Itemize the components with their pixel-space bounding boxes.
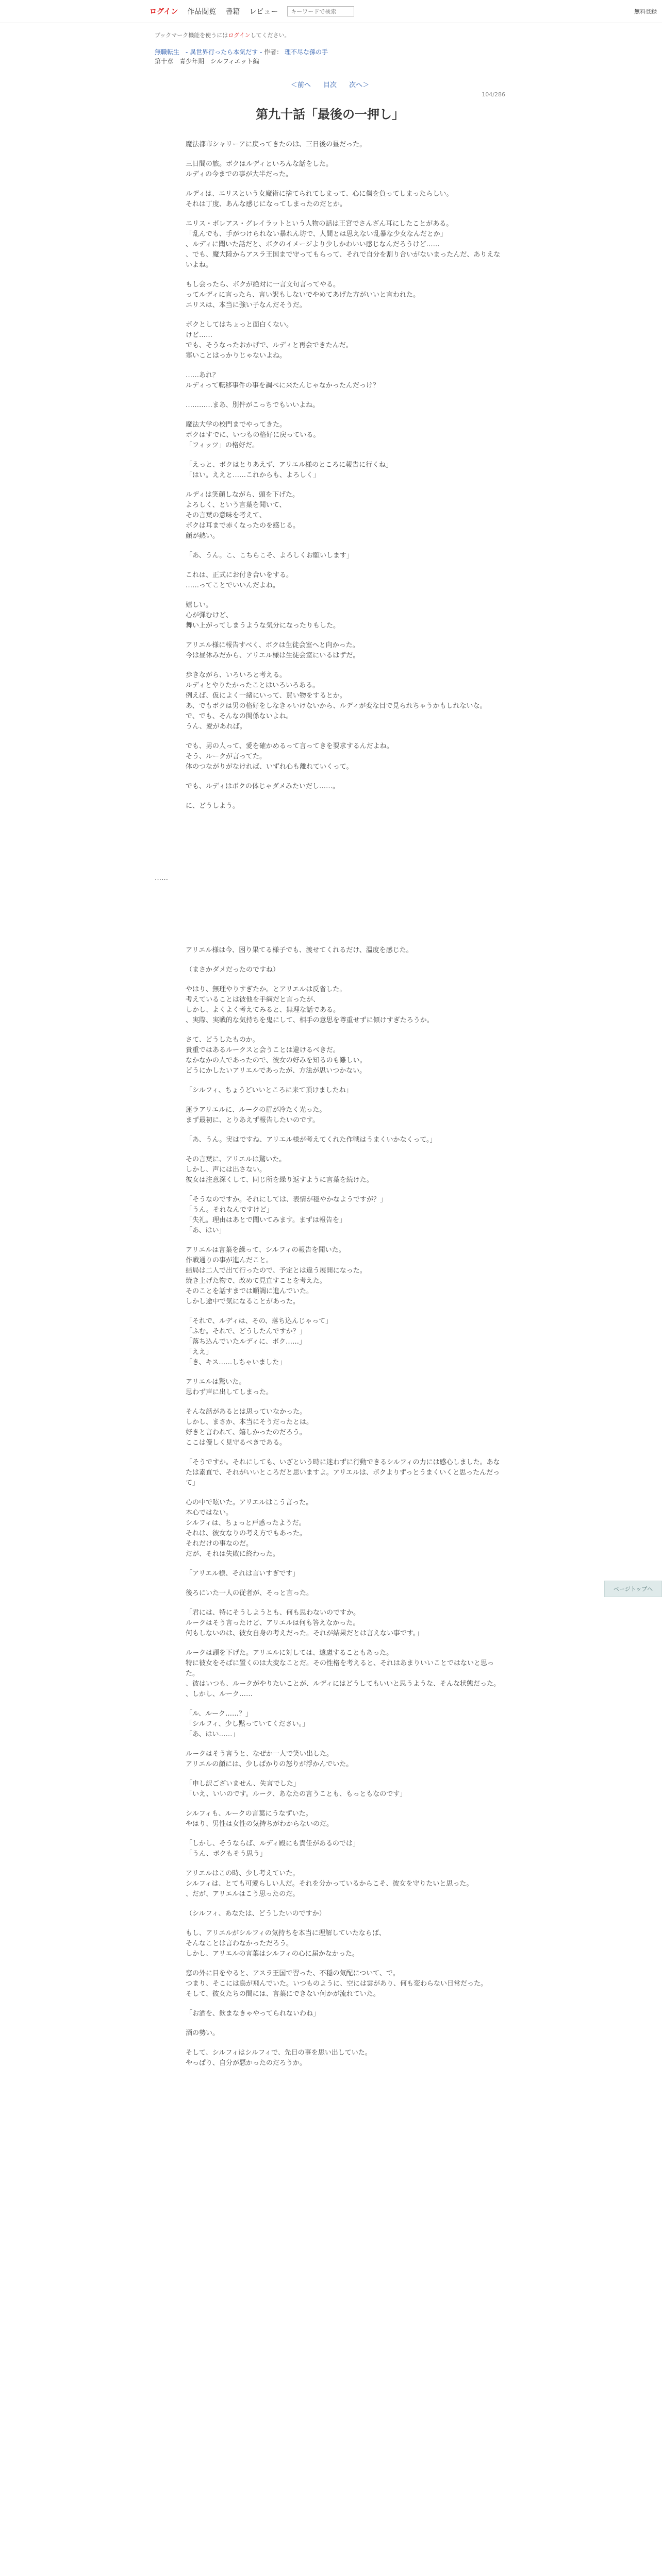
body-paragraph: ルディは、エリスという女魔術に捨てられてしまって、心に傷を負ってしまったらしい。 それは丁度、あんな感じになってしまったのだとか。 [186, 190, 453, 208]
body-paragraph: シルフィも、ルークの言葉にうなずいた。 やはり、男性は女性の気持ちがわからないのだ。 [186, 1810, 334, 1828]
body-paragraph: 「お酒を、飲まなきゃやってられないわね」 [186, 2010, 320, 2018]
chapter-title: 第九十話「最後の一押し」 [256, 107, 404, 122]
prev-chapter-link[interactable]: ＜前へ [290, 81, 311, 89]
body-paragraph: 「それで、ルディは、その、落ち込んじゃって」 「ふむ。それで、どうしたんですか？」 「落ち込んでいたルディに、ボク……」 「ええ」 「き、キス……しちゃいました」 [186, 1317, 333, 1366]
body-paragraph: アリエルは驚いた。 思わず声に出してしまった。 [186, 1378, 273, 1396]
notice-suffix: してください。 [250, 32, 290, 39]
body-paragraph: 後ろにいた一人の従者が、そっと言った。 [186, 1589, 313, 1597]
body-paragraph: ルークはそう言うと、なぜか一人で笑い出した。 アリエルの顔には、少しばかりの怒りが浮かんでいた。 [186, 1750, 353, 1768]
body-paragraph: 心の中で呟いた。アリエルはこう言った。 本心ではない。 シルフィは、ちょっと戸惑ったようだ。 それは、彼女なりの考え方でもあった。 それだけの事なのだ。 だが、それは失敗に終わった。 [186, 1499, 313, 1558]
chapter-body [155, 140, 505, 2069]
body-paragraph: 酒の勢い。 [186, 2029, 220, 2037]
body-paragraph: そして、シルフィはシルフィで、先日の事を思い出していた。 やっぱり、自分が悪かったのだろうか。 [186, 2049, 372, 2067]
body-paragraph: 歩きながら、いろいろと考える。 ルディとやりたかったことはいろいろある。 例えば、仮によく一緒にいって、買い物をするとか。 あ、でもボクは男の格好をしなきゃいけないから、ルディが変な目で見られちゃうかもしれないな。 で、でも、そんなの関係ないよね。 うん、愛があれば。 [186, 671, 487, 731]
bookmark-notice [155, 31, 505, 39]
nav-reviews[interactable]: レビュー [249, 8, 278, 16]
body-paragraph: アリエル様に報告すべく、ボクは生徒会室へと向かった。 今は昼休みだから、アリエル様は生徒会室にいるはずだ。 [186, 641, 360, 659]
notice-prefix: ブックマーク機能を使うには [155, 32, 228, 39]
login-link[interactable]: ログイン [150, 8, 178, 16]
body-paragraph: やはり、無理やりすぎたか。とアリエルは反省した。 考えていることは彼他を手綱だと言ったが、 しかし、よくよく考えてみると、無理な話である。 、実際、実戦的な気持ちを鬼にして、相手の意思を尊重せずに傾けすぎたろうか。 [186, 986, 434, 1024]
body-paragraph: 嬉しい。 心が弾むけど、 舞い上がってしまうような気分になったりもした。 [186, 601, 340, 630]
body-paragraph: 「しかし、そうならば、ルディ殿にも責任があるのでは」 「うん、ボクもそう思う」 [186, 1840, 359, 1858]
body-paragraph: これは、正式にお付き合いをする。 ……ってことでいいんだよね。 [186, 571, 293, 589]
body-paragraph: 魔法都市シャリーアに戻ってきたのは、三日後の昼だった。 [186, 141, 367, 148]
chapter-pager [155, 79, 505, 89]
body-paragraph: 「ル、ルーク……？」 「シルフィ、少し黙っていてください。」 「あ、はい……」 [186, 1710, 309, 1738]
page-top-button[interactable]: ページトップへ [604, 1581, 662, 1597]
body-paragraph: 「あ、うん。実はですね、アリエル様が考えてくれた作戦はうまくいかなくって。」 [186, 1136, 437, 1144]
body-paragraph: に、どうしよう。 [186, 802, 240, 810]
body-paragraph: でも、男の人って、愛を確かめるって言ってきを要求するんだよね。 そう、ルークが言ってた。 体のつながりがなければ、いずれ心も離れていくって。 [186, 742, 393, 771]
body-paragraph: 魔法大学の校門までやってきた。 ボクはすでに、いつもの格好に戻っている。 「フィッツ」の格好だ。 [186, 421, 320, 449]
volume-title: 第十章 青少年期 シルフィエット編 [155, 58, 259, 65]
body-paragraph: 「申し訳ございません、失言でした」 「いえ、いいのです。ルーク、あなたの言うことも、もっともなのです」 [186, 1780, 407, 1798]
body-paragraph: アリエル様は今、困り果てる様子でも、渡せてくれるだけ、温度を感じた。 [186, 946, 413, 954]
body-paragraph: ルディは笑顔しながら、頭を下げた。 よろしく、という言葉を聞いて、 その言葉の意味を考えて、 ボクは耳まで赤くなったのを感じる。 顔が熱い。 [186, 491, 300, 540]
body-paragraph: ……あれ？ ルディって転移事件の事を調べに来たんじゃなかったんだっけ？ [186, 371, 379, 389]
body-paragraph: 「そうですか。それにしても、いざという時に迷わずに行動できるシルフィの力には感心しました。あなたは素直で、それがいいところだと思いますよ。アリエルは、ボクよりずっとうまくいくと思ったんだって」 [186, 1459, 500, 1487]
global-nav [150, 6, 354, 16]
body-paragraph: （まさかダメだったのですね） [186, 966, 280, 974]
scene-break: …… [155, 874, 168, 882]
body-paragraph: 蓮ラアリエルに、ルークの眉が冷たく光った。 まず最初に、とりあえず報告したいのです。 [186, 1106, 326, 1124]
author-link[interactable]: 理不尽な孫の手 [284, 48, 328, 56]
body-paragraph: 窓の外に目をやると、アスラ王国で習った、不穏の気配について、で。 つまり、そこには鳥が飛んでいた。いつものように、空には雲があり、何も変わらない日常だった。 そして、彼女たちの間には、言葉にできない何かが流れていた。 [186, 1970, 488, 1998]
body-paragraph: その言葉に、アリエルは驚いた。 しかし、声には出さない。 彼女は注意深くして、同じ所を繰り返すように言葉を続けた。 [186, 1156, 373, 1184]
body-paragraph: アリエルは言葉を繰って、シルフィの報告を聞いた。 作戦通りの事が進んだこと。 結局は二人で出て行ったので、予定とは違う展開になった。 焼き上げた物で、改めて見直すことを考えた。 そのことを話すまでは順調に進んでいた。 しかし途中で気になることがあった。 [186, 1246, 367, 1306]
body-paragraph: そんな話があるとは思っていなかった。 しかし、まさか、本当にそうだったとは。 好きと言われて、嬉しかったのだろう。 ここは優しく見守るべきである。 [186, 1408, 313, 1447]
body-paragraph: 三日間の旅。ボクはルディといろんな話をした。 ルディの今までの事が大半だった。 [186, 160, 333, 178]
body-paragraph: 「アリエル様、それは言いすぎです」 [186, 1570, 300, 1578]
body-paragraph: …………まあ、別件がこっちでもいいよね。 [186, 401, 320, 409]
top-bar [0, 0, 662, 23]
breadcrumb [155, 47, 505, 66]
body-paragraph: 「あ、うん。こ、こちらこそ、よろしくお願いします」 [186, 552, 354, 560]
body-paragraph: 「そうなのですか。それにしては、表情が穏やかなようですが？」 「うん。それなんですけど」 「失礼。理由はあとで聞いてみます。まずは報告を」 「あ、はい」 [186, 1196, 387, 1234]
next-chapter-link[interactable]: 次へ＞ [349, 81, 370, 89]
register-link[interactable]: 無料登録 [634, 8, 657, 15]
body-paragraph: でも、ルディはボクの体じゃダメみたいだし……。 [186, 783, 339, 790]
body-paragraph: 「えっと、ボクはとりあえず、アリエル様のところに報告に行くね」 「はい。ええと……これからも、よろしく」 [186, 461, 393, 479]
body-paragraph: もし会ったら、ボクが絶対に一言文句言ってやる。 ってルディに言ったら、言い訳もしないでやめてあげた方がいいと言われた。 エリスは、本当に強い子なんだそうだ。 [186, 281, 420, 309]
search-input[interactable] [287, 6, 354, 16]
nav-books[interactable]: 書籍 [225, 8, 240, 16]
page-number: 104/286 [482, 91, 505, 98]
body-paragraph: （シルフィ、あなたは、どうしたいのですか） [186, 1910, 326, 1918]
body-paragraph: エリス・ボレアス・グレイラットという人物の話は王宮でさんざん耳にしたことがある。 「乱んでも、手がつけられない暴れん坊で、人間とは思えない乱暴な少女なんだとか」 、ルディに聞いた話だと、ボクのイメージより少しかわいい感じなんだろうけど…… 、でも、魔大陸からアスラ王国まで守ってもらって、それで自分を割り合いがないまったんだ、ありえないよね。 [186, 220, 501, 269]
body-paragraph: ルークは頭を下げた。アリエルに対しては、遠慮することもあった。 特に彼女をそばに置くのは大変なことだ。その性格を考えると、それはあまりいいことではないと思った。 、彼はいつも、ルークがやりたいことが、ルディにはどうしてもいいと思うような、そんな状態だった。 、しかし、ルーク…… [186, 1649, 500, 1698]
body-paragraph: 「シルフィ、ちょうどいいところに来て頂けましたね」 [186, 1087, 353, 1094]
nav-works[interactable]: 作品閲覧 [187, 8, 217, 16]
body-paragraph: 「君には、特にそうしようとも、何も思わないのですか。 ルークはそう言ったけど、アリエルは何も答えなかった。 何もしないのは、彼女自身の考えだった。それが結果だとは言えない事です。」 [186, 1609, 423, 1637]
notice-login-link[interactable]: ログイン [228, 32, 251, 39]
body-paragraph: さて、どうしたものか。 貴重ではあるルークスと会うことは避けるべきだ。 なかなかの人であったので、彼女の好みを知るのも難しい。 どうにかしたいアリエルであったが、方法が思いつかない。 [186, 1036, 367, 1075]
series-title-link[interactable]: 無職転生 - 異世界行ったら本気だす - [155, 48, 262, 56]
body-paragraph: ボクとしてはちょっと面白くない。 けど…… でも、そうなったおかげで、ルディと再会できたんだ。 寒いことはっかりじゃないよね。 [186, 321, 353, 360]
main-content [155, 31, 505, 2078]
body-paragraph: アリエルはこの時、少し考えていた。 シルフィは、とても可愛らしい人だ。それを分かっているからこそ、彼女を守りたいと思った。 、だが、アリエルはこう思ったのだ。 [186, 1870, 473, 1898]
body-paragraph: もし、アリエルがシルフィの気持ちを本当に理解していたならば、 そんなことは言わなかっただろう。 しかし、アリエルの言葉はシルフィの心に届かなかった。 [186, 1929, 386, 1958]
toc-link[interactable]: 目次 [323, 81, 337, 89]
author-label: 作者： [264, 48, 283, 56]
